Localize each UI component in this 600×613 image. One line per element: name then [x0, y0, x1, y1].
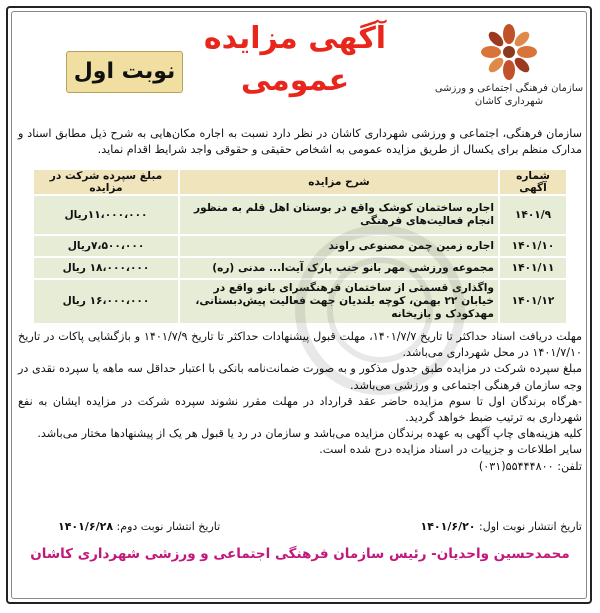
organization-logo	[434, 22, 584, 122]
row-description: اجاره زمین چمن مصنوعی راوند	[180, 236, 498, 256]
first-publication-date: ۱۴۰۱/۶/۲۰	[420, 520, 476, 533]
row-number: ۱۴۰۱/۱۲	[500, 280, 566, 323]
first-publication-label: تاریخ انتشار نوبت اول:	[479, 520, 582, 533]
row-deposit: ۷،۵۰۰،۰۰۰ریال	[34, 236, 178, 256]
row-number: ۱۴۰۱/۱۰	[500, 236, 566, 256]
deposit-paragraph: مبلغ سپرده شرکت در مزایده طبق جدول مذکور و به صورت ضمانت‌نامه بانکی با اعتبار حداقل سه ماهه یا سپرده نقدی در وجه سازمان فرهنگی اجتماعی و ورزشی می‌باشد.	[18, 362, 582, 392]
table-header-row	[34, 170, 566, 194]
table-row	[34, 280, 566, 323]
publication-dates	[18, 520, 582, 533]
winners-paragraph: -هرگاه برندگان اول تا سوم مزایده حاضر عقد قرارداد در مهلت مقرر نشوند سپرده شرکت در مزایده ایشان به نفع شهرداری به ترتیب ضبط خواهد گردید.	[18, 394, 582, 425]
row-description: اجاره ساختمان کوشک واقع در بوستان اهل قلم به منظور انجام فعالیت‌های فرهنگی	[180, 196, 498, 234]
page-title	[180, 18, 410, 102]
row-description: واگذاری قسمتی از ساختمان فرهنگسرای بانو واقع در خیابان ۲۲ بهمن، کوچه بلندیان جهت فعالیت پیش‌دبستانی، مهدکودک و بازیخانه	[180, 280, 498, 323]
second-publication-date: ۱۴۰۱/۶/۲۸	[58, 520, 114, 533]
row-number: ۱۴۰۱/۹	[500, 196, 566, 234]
row-number: ۱۴۰۱/۱۱	[500, 258, 566, 278]
second-publication-label: تاریخ انتشار نوبت دوم:	[116, 520, 221, 533]
second-publication	[58, 520, 220, 533]
header-deposit: مبلغ سپرده شرکت در مزایده	[34, 170, 178, 194]
title-line1: آگهی مزایده	[203, 21, 387, 56]
org-name-line1: سازمان فرهنگی اجتماعی و ورزشی	[434, 83, 584, 94]
row-deposit: ۱۸،۰۰۰،۰۰۰ ریال	[34, 258, 178, 278]
info-paragraph: سایر اطلاعات و جزییات در اسناد مزایده درج شده است.	[319, 443, 582, 457]
intro-paragraph: سازمان فرهنگی، اجتماعی و ورزشی شهرداری کاشان در نظر دارد نسبت به اجاره مکان‌هایی به شرح ذیل مطابق اسناد و مدارک منظم برای یکسال از طریق مزایده عمومی به اشخاص حقیقی و حقوقی واجد شرایط اقدام نماید.	[18, 127, 582, 156]
header-description: شرح مزایده	[180, 170, 498, 194]
terms-section	[18, 329, 582, 475]
table-row	[34, 258, 566, 278]
auction-table	[32, 168, 568, 325]
table-row	[34, 196, 566, 234]
costs-paragraph: کلیه هزینه‌های چاپ آگهی به عهده برندگان مزایده می‌باشد و سازمان در رد یا قبول هر یک از پیشنهادها مختار می‌باشد.	[37, 427, 582, 441]
row-description: مجموعه ورزشی مهر بانو جنب پارک آیت‌ا... مدنی (ره)	[180, 258, 498, 278]
table-row	[34, 236, 566, 256]
header-number: شماره آگهی	[500, 170, 566, 194]
signature: محمدحسین واحدیان- رئیس سازمان فرهنگی اجتماعی و ورزشی شهرداری کاشان	[30, 546, 570, 562]
row-deposit: ۱۶،۰۰۰،۰۰۰ ریال	[34, 280, 178, 323]
org-name-line2: شهرداری کاشان	[474, 96, 544, 107]
phone-line: تلفن: ۵۵۴۴۴۸۰۰(۰۳۱)	[478, 459, 582, 473]
round-badge: نوبت اول	[66, 51, 183, 93]
deadline-paragraph: مهلت دریافت اسناد حداکثر تا تاریخ ۱۴۰۱/۷/۷، مهلت قبول پیشنهادات حداکثر تا تاریخ ۱۴۰۱/۷/۹ و بازگشایی پاکات در تاریخ ۱۴۰۱/۷/۱۰ در محل شهرداری می‌باشد.	[18, 330, 583, 360]
first-publication	[420, 520, 582, 533]
row-deposit: ۱۱،۰۰۰،۰۰۰ریال	[34, 196, 178, 234]
title-line2: عمومی	[240, 63, 350, 98]
flower-logo-icon	[479, 22, 539, 82]
